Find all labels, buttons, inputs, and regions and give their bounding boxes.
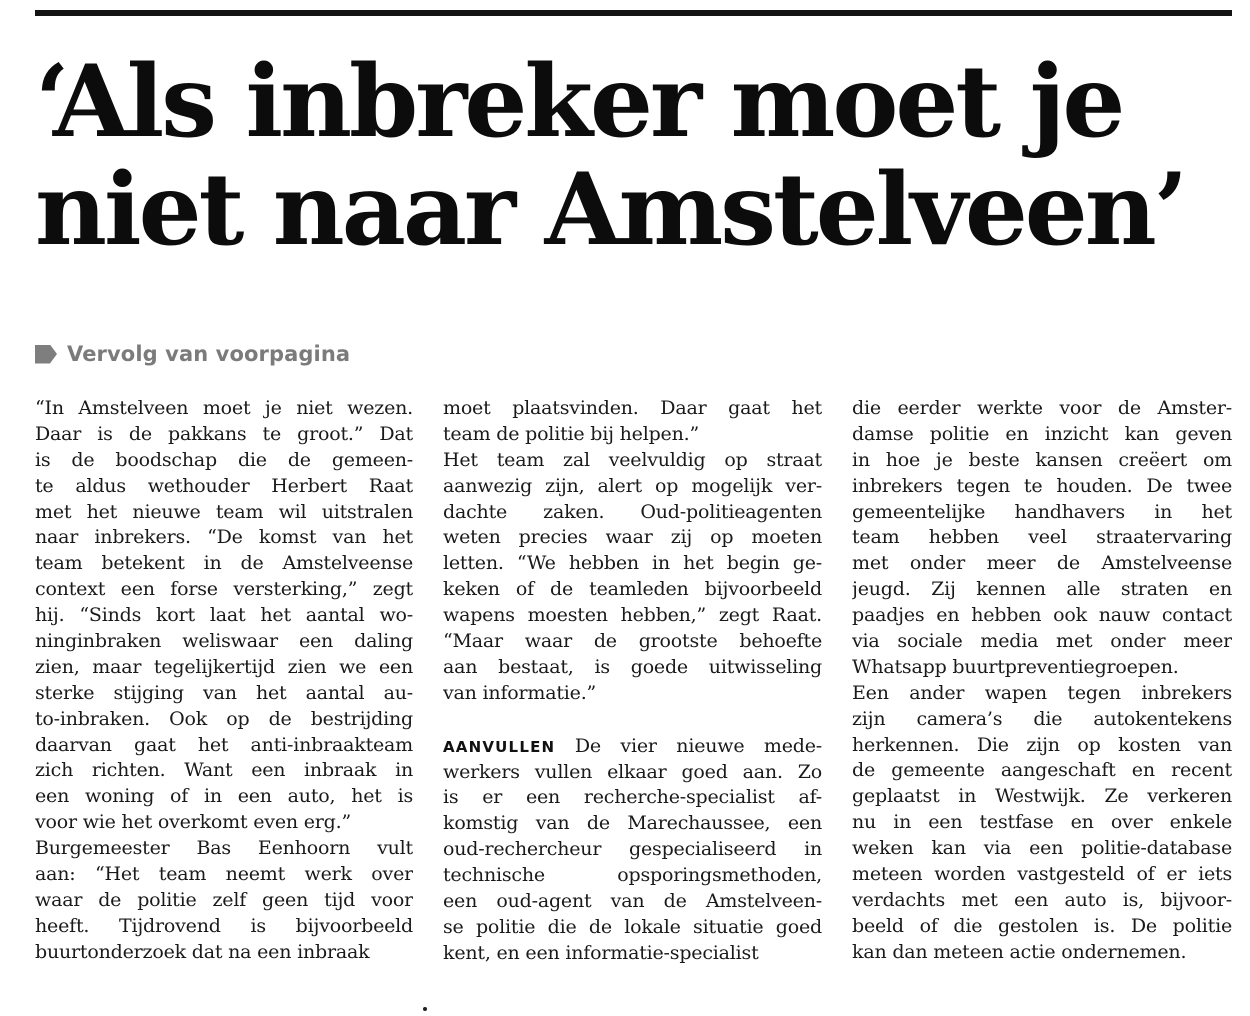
text-line: is er een recherche-specialist af-: [443, 786, 822, 809]
text-line: oud-rechercheur gespecialiseerd in: [443, 838, 822, 861]
text-line: geplaatst in Westwijk. Ze verkeren: [852, 785, 1232, 808]
kicker: [35, 339, 350, 369]
page-dot: [423, 1007, 427, 1011]
text-line: Een ander wapen tegen inbrekers: [852, 681, 1232, 704]
text-line: moet plaatsvinden. Daar gaat het: [443, 397, 822, 419]
text-line: zich richten. Want een inbraak in: [35, 759, 413, 782]
text-line: naar inbrekers. “De komst van het: [35, 526, 413, 549]
text-line: aan: “Het team neemt werk over: [35, 863, 413, 886]
text-line: Daar is de pakkans te groot.” Dat: [35, 422, 413, 445]
paragraph: [852, 681, 1232, 966]
text-line: heeft. Tijdrovend is bijvoorbeeld: [35, 914, 413, 937]
text-line: komstig van de Marechaussee, een: [443, 812, 822, 835]
text-line: kent, en een informatie-specialist: [443, 941, 759, 964]
text-line: die eerder werkte voor de Amster-: [852, 397, 1232, 419]
text-line: “In Amstelveen moet je niet wezen.: [35, 397, 413, 419]
text-line: nu in een testfase en over enkele: [852, 811, 1232, 834]
headline-line: ‘Als inbreker moet je: [35, 44, 1123, 160]
text-line: context een forse versterking,” zegt: [35, 578, 413, 601]
text-line: weken kan via een politie-database: [852, 837, 1232, 860]
text-line: werkers vullen elkaar goed aan. Zo: [443, 760, 822, 783]
paragraph: [443, 448, 822, 707]
paragraph: [443, 396, 822, 448]
paragraph: [35, 836, 413, 965]
text-line: aan bestaat, is goede uitwisseling: [443, 655, 822, 678]
text-line: Het team zal veelvuldig op straat: [443, 448, 822, 471]
text-line: weten precies waar zij op moeten: [443, 526, 822, 549]
top-rule: [35, 10, 1232, 16]
text-line: van informatie.”: [443, 681, 597, 704]
headline-line: niet naar Amstelveen’: [35, 152, 1186, 268]
text-line: inbrekers tegen te houden. De twee: [852, 474, 1232, 497]
text-line: team de politie bij helpen.”: [443, 422, 699, 445]
text-line: via sociale media met onder meer: [852, 630, 1232, 653]
text-line: zien, maar tegelijkertijd zien we een: [35, 655, 413, 678]
section-gap: [443, 707, 822, 734]
headline: [35, 44, 1235, 268]
text-line: team betekent in de Amstelveense: [35, 552, 413, 575]
text-line: een woning of in een auto, het is: [35, 785, 413, 808]
text-line: letten. “We hebben in het begin ge-: [443, 552, 822, 575]
text-line: se politie die de lokale situatie goed: [443, 915, 822, 938]
text-line: de gemeente aangeschaft en recent: [852, 759, 1232, 782]
text-line: in hoe je beste kansen creëert om: [852, 448, 1232, 471]
play-arrow-icon: [35, 345, 57, 364]
text-line: verdachts met een auto is, bijvoor-: [852, 888, 1232, 911]
text-line: is de boodschap die de gemeen-: [35, 448, 413, 471]
text-line: to-inbraken. Ook op de bestrijding: [35, 707, 413, 730]
paragraph: [35, 396, 413, 836]
text-line: waar de politie zelf geen tijd voor: [35, 888, 413, 911]
text-line: team hebben veel straatervaring: [852, 526, 1232, 549]
text-line: damse politie en inzicht kan geven: [852, 422, 1232, 445]
text-line: jeugd. Zij kennen alle straten en: [852, 578, 1232, 601]
text-line: met het nieuwe team wil uitstralen: [35, 500, 413, 523]
paragraph: [443, 734, 822, 967]
section-label: AANVULLEN: [443, 737, 556, 756]
text-line: wapens moesten hebben,” zegt Raat.: [443, 604, 822, 627]
text-line: gemeentelijke handhavers in het: [852, 500, 1232, 523]
text-line: “Maar waar de grootste behoefte: [443, 630, 822, 653]
kicker-text: Vervolg van voorpagina: [67, 342, 351, 366]
text-line: dachte zaken. Oud-politieagenten: [443, 500, 822, 523]
text-line: hij. “Sinds kort laat het aantal wo-: [35, 604, 413, 627]
text-line: voor wie het overkomt even erg.”: [35, 811, 351, 834]
article-column-2: [443, 396, 822, 967]
text-line: sterke stijging van het aantal au-: [35, 681, 413, 704]
text-line: paadjes en hebben ook nauw contact: [852, 604, 1232, 627]
text-line: aanwezig zijn, alert op mogelijk ver-: [443, 474, 822, 497]
text-line: te aldus wethouder Herbert Raat: [35, 474, 413, 497]
text-line: herkennen. Die zijn op kosten van: [852, 733, 1232, 756]
text-line: keken of de teamleden bijvoorbeeld: [443, 578, 822, 601]
text-line: daarvan gaat het anti-inbraakteam: [35, 733, 413, 756]
text-line: technische opsporingsmethoden,: [443, 864, 822, 887]
text-line: een oud-agent van de Amstelveen-: [443, 890, 822, 913]
text-line: Burgemeester Bas Eenhoorn vult: [35, 837, 413, 860]
text-line: [443, 734, 822, 760]
text-line: beeld of die gestolen is. De politie: [852, 914, 1232, 937]
text-fragment: De vier nieuwe mede-: [574, 734, 822, 757]
article-column-1: [35, 396, 413, 966]
text-line: buurtonderzoek dat na een inbraak: [35, 940, 370, 963]
paragraph: [852, 396, 1232, 681]
text-line: met onder meer de Amstelveense: [852, 552, 1232, 575]
text-line: ninginbraken weliswaar een daling: [35, 630, 413, 653]
text-line: Whatsapp buurtpreventiegroepen.: [852, 655, 1179, 678]
text-line: kan dan meteen actie ondernemen.: [852, 940, 1187, 963]
text-line: zijn camera’s die autokentekens: [852, 707, 1232, 730]
text-line: meteen worden vastgesteld of er iets: [852, 863, 1232, 886]
article-column-3: [852, 396, 1232, 966]
